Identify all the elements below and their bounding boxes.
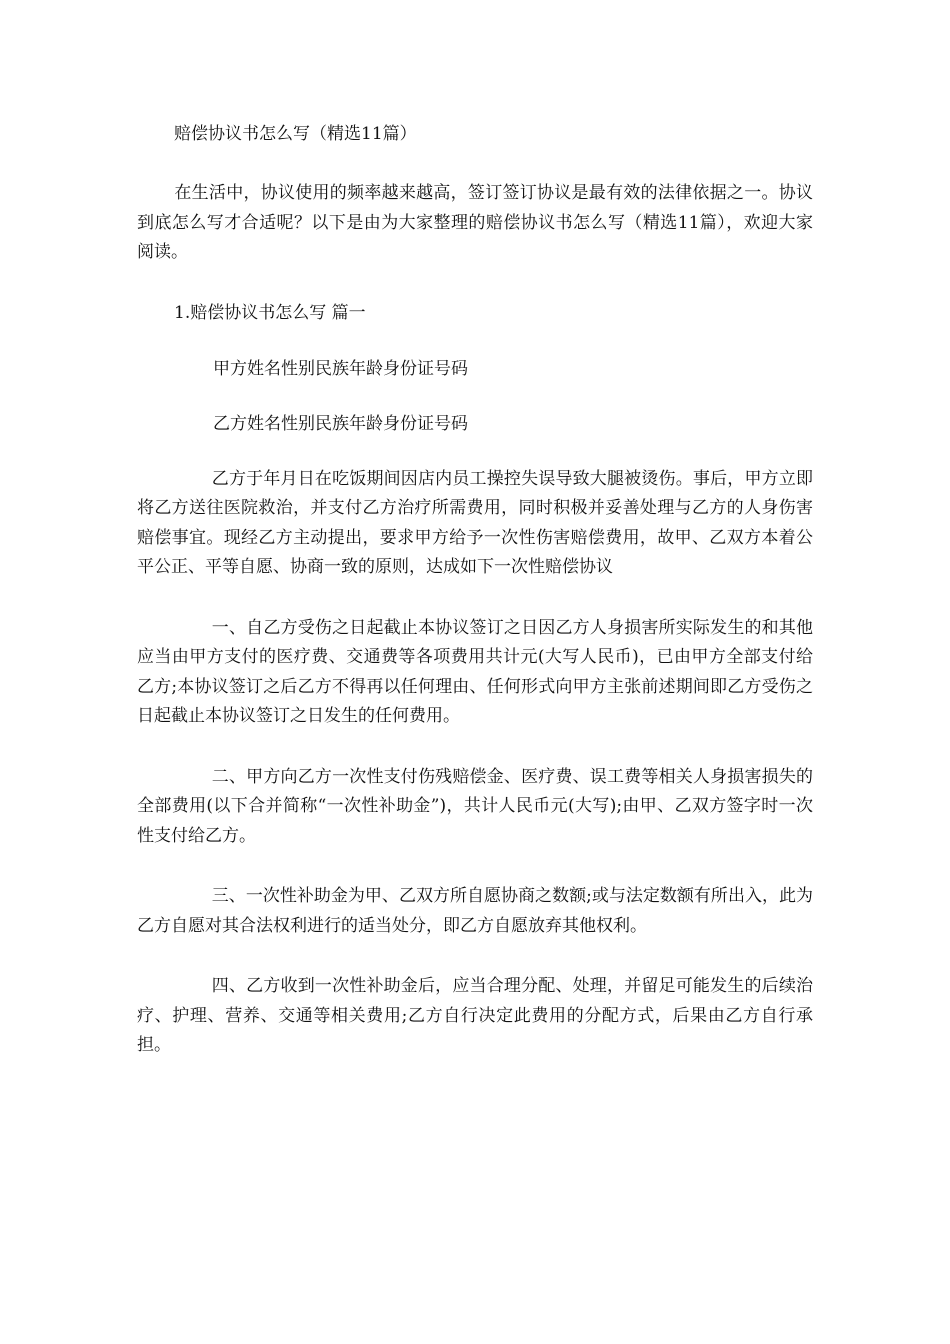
body-paragraph-incident: 乙方于年月日在吃饭期间因店内员工操控失误导致大腿被烫伤。事后，甲方立即将乙方送往医院救治，并支付乙方治疗所需费用，同时积极并妥善处理与乙方的人身伤害赔偿事宜。现经乙方主动提出，要求甲方给予一次性伤害赔偿费用，故甲、乙双方本着公平公正、平等自愿、协商一致的原则，达成如下一次性赔偿协议 [137,468,813,577]
document-page [137,120,813,1092]
intro-paragraph: 在生活中，协议使用的频率越来越高，签订签订协议是最有效的法律依据之一。协议到底怎么写才合适呢？以下是由为大家整理的赔偿协议书怎么写（精选11篇），欢迎大家阅读。 [137,183,813,262]
party-a-line: 甲方姓名性别民族年龄身份证号码 [213,358,468,379]
section-heading: 1.赔偿协议书怎么写 篇一 [174,302,366,323]
clause-1-paragraph: 一、自乙方受伤之日起截止本协议签订之日因乙方人身损害所实际发生的和其他应当由甲方支付的医疗费、交通费等各项费用共计元(大写人民币)，已由甲方全部支付给乙方;本协议签订之后乙方不得再以任何理由、任何形式向甲方主张前述期间即乙方受伤之日起截止本协议签订之日发生的任何费用。 [137,617,813,726]
clause-4-paragraph: 四、乙方收到一次性补助金后，应当合理分配、处理，并留足可能发生的后续治疗、护理、营养、交通等相关费用;乙方自行决定此费用的分配方式，后果由乙方自行承担。 [137,976,813,1055]
clause-2-paragraph: 二、甲方向乙方一次性支付伤残赔偿金、医疗费、误工费等相关人身损害损失的全部费用(以下合并简称“一次性补助金”)，共计人民币元(大写);由甲、乙双方签字时一次性支付给乙方。 [137,766,813,846]
document-title: 赔偿协议书怎么写（精选11篇） [174,124,417,144]
clause-3-paragraph: 三、一次性补助金为甲、乙双方所自愿协商之数额;或与法定数额有所出入，此为乙方自愿对其合法权利进行的适当处分，即乙方自愿放弃其他权利。 [137,886,813,936]
party-b-line: 乙方姓名性别民族年龄身份证号码 [213,413,468,434]
